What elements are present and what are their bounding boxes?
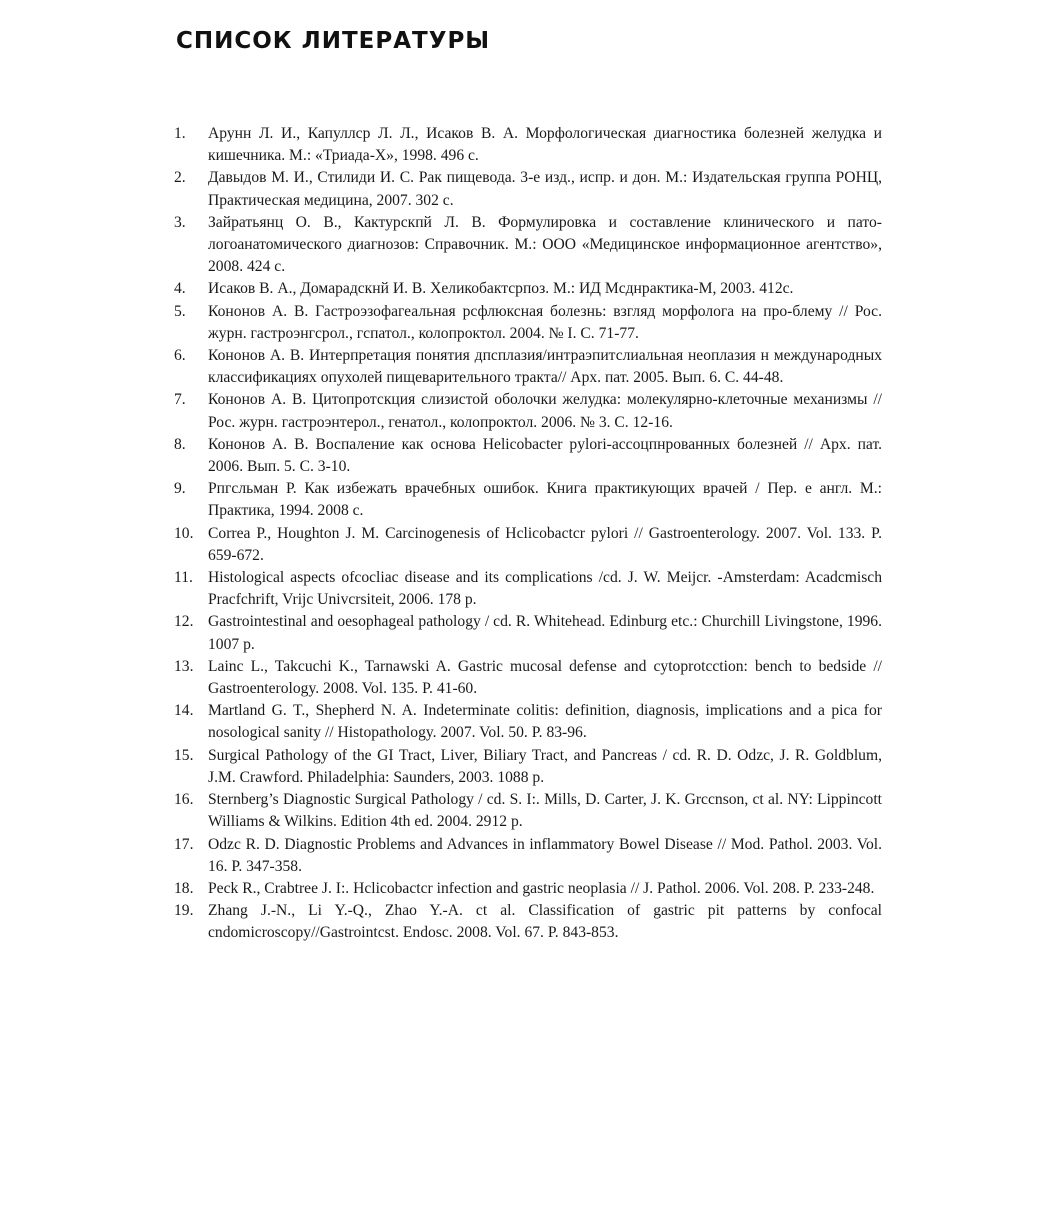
reference-text: Correa P., Houghton J. M. Carcinogenesis of Hclicobactcr pylori // Gastroenterology. 2007. Vol. 133. P. 659-672. <box>208 524 882 564</box>
reference-item <box>170 834 882 878</box>
reference-number: 2. <box>174 169 186 187</box>
reference-item <box>170 434 882 478</box>
reference-item <box>170 389 882 433</box>
reference-number: 15. <box>174 746 194 764</box>
reference-text: Кононов А. В. Цитопротскция слизистой оболочки желудка: молекулярно-клеточные механизмы // Рос. журн. гастроэнтерол., генатол., колопроктол. 2006. № 3. С. 12-16. <box>208 391 882 431</box>
reference-item <box>170 789 882 833</box>
reference-number: 6. <box>174 347 186 365</box>
reference-item <box>170 700 882 744</box>
reference-number: 10. <box>174 524 194 542</box>
reference-number: 16. <box>174 791 194 809</box>
reference-item <box>170 123 882 167</box>
reference-item <box>170 656 882 700</box>
reference-item <box>170 900 882 944</box>
reference-text: Арунн Л. И., Капуллср Л. Л., Исаков В. А. Морфологическая диагностика болезней желудка и кишечника. М.: «Триада-Х», 1998. 496 с. <box>208 125 882 165</box>
reference-number: 5. <box>174 302 186 320</box>
reference-item <box>170 567 882 611</box>
reference-number: 11. <box>174 569 193 587</box>
reference-text: Gastrointestinal and oesophageal pathology / cd. R. Whitehead. Edinburg etc.: Churchill Livingstone, 1996. 1007 p. <box>208 613 882 653</box>
reference-text: Odzc R. D. Diagnostic Problems and Advances in inflammatory Bowel Disease // Mod. Pathol. 2003. Vol. 16. P. 347-358. <box>208 835 882 875</box>
reference-item <box>170 523 882 567</box>
reference-text: Lainc L., Takcuchi K., Tarnawski A. Gastric mucosal defense and cytoprotcction: bench to bedside // Gastroenterology. 2008. Vol. 135. P. 41-60. <box>208 657 882 698</box>
reference-text: Исаков В. А., Домарадскнй И. В. Хеликобактсрпоз. М.: ИД Мсднрактика-М, 2003. 412с. <box>208 280 794 298</box>
reference-item <box>170 478 882 522</box>
reference-item <box>170 345 882 389</box>
reference-text: Sternberg’s Diagnostic Surgical Pathology / cd. S. I:. Mills, D. Carter, J. K. Grccnson, ct al. NY: Lippincott Williams & Wilkins. Edition 4th ed. 2004. 2912 p. <box>208 791 882 831</box>
reference-text: Зайратьянц О. В., Кактурскпй Л. В. Формулировка и составление клинического и пато-логоанатомического диагнозов: Справочник. М.: ООО «Медицинское информационное агентство», 2008. 424 с. <box>208 213 882 276</box>
reference-number: 18. <box>174 879 194 897</box>
reference-number: 13. <box>174 657 194 675</box>
reference-item <box>170 212 882 279</box>
reference-list <box>170 123 882 945</box>
reference-text: Давыдов М. И., Стилиди И. С. Рак пищевода. 3-е изд., испр. и дон. М.: Издательская группа РОНЦ, Практическая медицина, 2007. 302 с. <box>208 169 882 209</box>
reference-number: 17. <box>174 835 194 853</box>
reference-text: Кононов А. В. Воспаление как основа Helicobacter pylori-ассоцпнрованных болезней // Арх. пат. 2006. Вып. 5. С. 3-10. <box>208 435 882 476</box>
reference-number: 14. <box>174 702 194 720</box>
reference-text: Кононов А. В. Гастроэзофагеальная рсфлюксная болезнь: взгляд морфолога на про-блему // Рос. журн. гастроэнгсрол., гспатол., колопроктол. 2004. № I. С. 71-77. <box>208 302 882 342</box>
reference-item <box>170 878 882 900</box>
reference-text: Рпгсльман Р. Как избежать врачебных ошибок. Книга практикующих врачей / Пер. е англ. М.: Практика, 1994. 2008 с. <box>208 480 882 520</box>
reference-number: 9. <box>174 480 186 498</box>
reference-number: 7. <box>174 391 186 409</box>
reference-item <box>170 301 882 345</box>
page-title: СПИСОК ЛИТЕРАТУРЫ <box>176 28 491 54</box>
reference-number: 12. <box>174 613 194 631</box>
reference-number: 3. <box>174 213 186 231</box>
reference-number: 4. <box>174 280 186 298</box>
reference-item <box>170 167 882 211</box>
reference-item <box>170 745 882 789</box>
reference-number: 8. <box>174 435 186 453</box>
reference-text: Peck R., Crabtree J. I:. Hclicobactcr infection and gastric neoplasia // J. Pathol. 2006. Vol. 208. P. 233-248. <box>208 879 875 897</box>
reference-text: Histological aspects ofcocliac disease and its complications /cd. J. W. Meijcr. -Amsterdam: Acadcmisch Pracfchrift, Vrijc Univcrsiteit, 2006. 178 p. <box>208 569 882 609</box>
reference-text: Кононов А. В. Интерпретация понятия дпсплазия/интраэпитслиальная неоплазия н международных классификациях опухолей пищеварительного тракта// Арх. пат. 2005. Вып. 6. С. 44-48. <box>208 347 882 387</box>
reference-item <box>170 611 882 655</box>
reference-text: Surgical Pathology of the GI Tract, Liver, Biliary Tract, and Pancreas / cd. R. D. Odzc, J. R. Goldblum, J.M. Crawford. Philadelphia: Saunders, 2003. 1088 p. <box>208 746 882 786</box>
reference-item <box>170 278 882 300</box>
reference-text: Martland G. T., Shepherd N. A. Indeterminate colitis: definition, diagnosis, implications and a pica for nosological sanity // Histopathology. 2007. Vol. 50. P. 83-96. <box>208 702 882 742</box>
reference-text: Zhang J.-N., Li Y.-Q., Zhao Y.-A. ct al. Classification of gastric pit patterns by confocal cndomicroscopy//Gastrointcst. Endosc. 2008. Vol. 67. P. 843-853. <box>208 902 882 942</box>
reference-number: 1. <box>174 125 186 142</box>
reference-number: 19. <box>174 902 194 920</box>
